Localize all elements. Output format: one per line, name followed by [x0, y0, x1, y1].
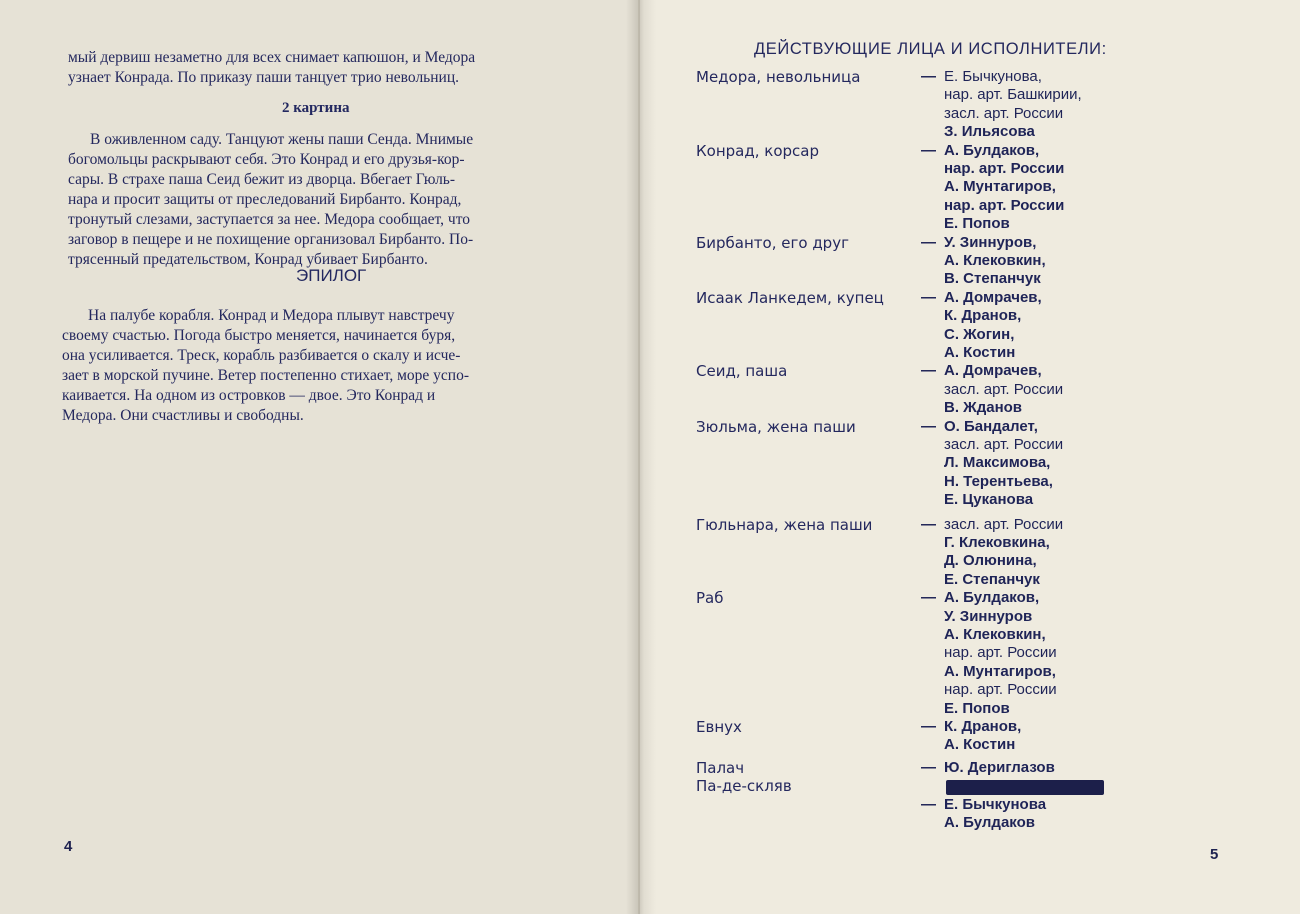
cast-row [640, 123, 1300, 143]
cast-row [640, 178, 1300, 198]
cast-dash: — [921, 362, 936, 380]
cast-performer: З. Ильясова [944, 123, 1035, 141]
cast-row [640, 700, 1300, 720]
cast-performer: Г. Клековкина, [944, 534, 1050, 551]
cast-performer: засл. арт. России [944, 380, 1064, 398]
cast-performer: Е. Бычкунова, [944, 68, 1042, 85]
right-page [640, 0, 1300, 914]
scene-line-6: заговор в пещере и не похищение организовал Бирбанто. По- [68, 231, 474, 248]
cast-performer: А. Домрачев, [944, 362, 1042, 380]
cast-row [640, 326, 1300, 346]
cast-performer: Д. Олюнина, [944, 552, 1037, 570]
cast-role: Бирбанто, его друг [696, 233, 849, 252]
cast-performer: засл. арт. России [944, 436, 1064, 453]
cast-row [640, 344, 1300, 364]
cast-title: ДЕЙСТВУЮЩИЕ ЛИЦА И ИСПОЛНИТЕЛИ: [754, 40, 1107, 58]
cast-row [640, 234, 1300, 254]
cast-row [640, 516, 1300, 536]
cast-performer: В. Жданов [944, 399, 1023, 417]
cast-row [640, 86, 1300, 106]
cast-row [640, 534, 1300, 554]
cast-dash: — [921, 795, 936, 813]
cast-role: Конрад, корсар [696, 141, 819, 160]
right-page-number: 5 [1210, 846, 1219, 863]
cast-role: Па-де-скляв [696, 777, 792, 796]
cast-performer: нар. арт. России [944, 160, 1065, 177]
scene-line-1: В оживленном саду. Танцуют жены паши Сенда. Мнимые [90, 131, 474, 148]
cast-performer: А. Костин [944, 736, 1016, 754]
cast-performer: А. Клековкин, [944, 626, 1046, 643]
cast-row [640, 142, 1300, 162]
cast-role: Зюльма, жена паши [696, 417, 856, 436]
cast-row [640, 307, 1300, 327]
cast-row [640, 160, 1300, 180]
epilog-line-6: Медора. Они счастливы и свободны. [62, 407, 304, 424]
cast-row [640, 252, 1300, 272]
cast-performer: К. Дранов, [944, 718, 1022, 735]
cast-performer: С. Жогин, [944, 325, 1015, 343]
cast-performer: У. Зиннуров, [944, 233, 1037, 251]
cast-role: Сеид, паша [696, 362, 788, 381]
intro-line-1: мый дервиш незаметно для всех снимает капюшон, и Медора [68, 49, 476, 66]
cast-performer: А. Булдаков [944, 814, 1035, 831]
cast-performer: Е. Попов [944, 699, 1010, 717]
cast-performer: Е. Цуканова [944, 491, 1034, 509]
bleed-through-text [60, 430, 600, 550]
cast-row [640, 718, 1300, 738]
cast-performer: К. Дранов, [944, 307, 1022, 325]
cast-performer: нар. арт. России [944, 681, 1057, 699]
cast-row [640, 399, 1300, 419]
cast-row [640, 552, 1300, 572]
epilog-line-4: зает в морской пучине. Ветер постепенно стихает, море успо- [62, 367, 469, 384]
epilog-line-5: каивается. На одном из островков — двое. Это Конрад и [62, 387, 436, 404]
cast-row [640, 589, 1300, 609]
epilog-title: ЭПИЛОГ [296, 266, 367, 285]
redacted-performer-mark [946, 780, 1104, 795]
cast-performer: А. Домрачев, [944, 288, 1042, 306]
cast-row [640, 571, 1300, 591]
cast-performer: Н. Терентьева, [944, 472, 1053, 490]
cast-row [640, 362, 1300, 382]
cast-dash: — [921, 718, 936, 735]
cast-performer: Е. Попов [944, 215, 1010, 233]
cast-dash: — [921, 589, 936, 607]
book-gutter [626, 0, 656, 914]
cast-dash: — [921, 758, 936, 776]
cast-row [640, 418, 1300, 438]
scene-line-2: богомольцы раскрывают себя. Это Конрад и его друзья-кор- [68, 151, 465, 168]
cast-performer: засл. арт. России [944, 104, 1064, 122]
cast-row [640, 68, 1300, 88]
cast-row [640, 215, 1300, 235]
cast-row [640, 736, 1300, 756]
cast-performer: О. Бандалет, [944, 417, 1038, 435]
cast-row [640, 197, 1300, 217]
cast-row [640, 759, 1300, 779]
left-page-number: 4 [64, 838, 73, 855]
cast-row [640, 289, 1300, 309]
cast-performer: нар. арт. Башкирии, [944, 86, 1082, 104]
cast-row [640, 454, 1300, 474]
cast-performer: А. Мунтагиров, [944, 178, 1056, 196]
scene-line-3: сары. В страхе паша Сеид бежит из дворца. Вбегает Гюль- [68, 171, 456, 188]
cast-row [640, 270, 1300, 290]
cast-performer: Л. Максимова, [944, 454, 1051, 472]
cast-row [640, 436, 1300, 456]
cast-performer: Е. Степанчук [944, 570, 1040, 588]
cast-performer: А. Мунтагиров, [944, 662, 1056, 680]
scene-line-4: нара и просит защиты от преследований Бирбанто. Конрад, [68, 191, 462, 208]
left-page [0, 0, 638, 914]
intro-line-2: узнает Конрада. По приказу паши танцует трио невольниц. [68, 69, 460, 86]
cast-role: Раб [696, 589, 724, 608]
scene-heading: 2 картина [282, 100, 350, 116]
cast-performer: нар. арт. России [944, 196, 1065, 214]
cast-dash: — [921, 417, 936, 435]
cast-role: Палач [696, 758, 745, 777]
cast-role: Евнух [696, 718, 742, 736]
cast-row [640, 105, 1300, 125]
cast-role: Исаак Ланкедем, купец [696, 288, 884, 307]
cast-performer: А. Костин [944, 344, 1016, 361]
cast-dash: — [921, 68, 936, 85]
cast-row [640, 473, 1300, 493]
cast-row [640, 814, 1300, 834]
cast-dash: — [921, 233, 936, 251]
cast-performer: У. Зиннуров [944, 607, 1033, 625]
epilog-line-1: На палубе корабля. Конрад и Медора плывут навстречу [88, 307, 455, 324]
cast-row [640, 626, 1300, 646]
cast-performer: Ю. Дериглазов [944, 758, 1055, 776]
scene-line-7: трясенный предательством, Конрад убивает Бирбанто. [68, 251, 428, 268]
cast-performer: В. Степанчук [944, 270, 1041, 288]
cast-dash: — [921, 515, 936, 533]
cast-row [640, 777, 1300, 797]
cast-performer: А. Булдаков, [944, 589, 1040, 607]
cast-row [640, 796, 1300, 816]
cast-role: Гюльнара, жена паши [696, 515, 873, 534]
cast-role: Медора, невольница [696, 68, 861, 86]
cast-row [640, 608, 1300, 628]
cast-performer: нар. арт. России [944, 644, 1057, 662]
cast-performer: Е. Бычкунова [944, 795, 1047, 813]
cast-dash: — [921, 141, 936, 159]
epilog-line-3: она усиливается. Треск, корабль разбивается о скалу и исче- [62, 347, 461, 364]
scene-line-5: тронутый слезами, заступается за нее. Медора сообщает, что [68, 211, 471, 228]
cast-row [640, 644, 1300, 664]
cast-row [640, 381, 1300, 401]
cast-dash: — [921, 288, 936, 306]
cast-row [640, 681, 1300, 701]
epilog-line-2: своему счастью. Погода быстро меняется, начинается буря, [62, 327, 456, 344]
cast-performer: засл. арт. России [944, 515, 1064, 533]
cast-row [640, 663, 1300, 683]
cast-performer: А. Клековкин, [944, 252, 1046, 269]
cast-row [640, 491, 1300, 511]
cast-performer: А. Булдаков, [944, 141, 1040, 159]
